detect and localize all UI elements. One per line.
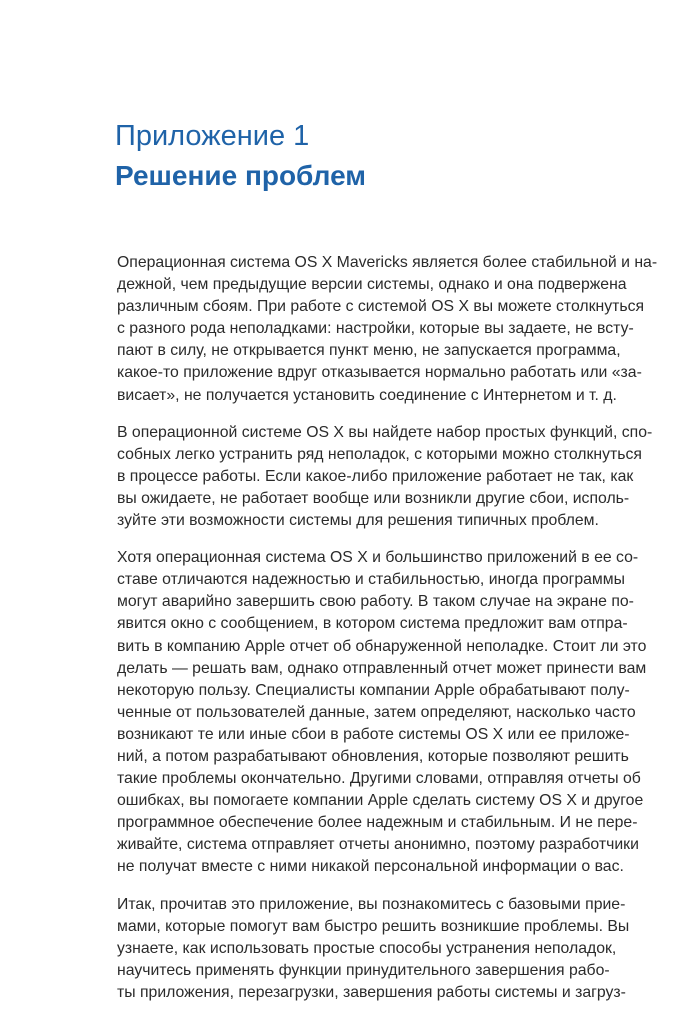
text-line: собных легко устранить ряд неполадок, с которыми можно столкнуться bbox=[117, 445, 642, 463]
text-line: научитесь применять функции принудительного завершения рабо- bbox=[117, 961, 610, 979]
text-line: ты приложения, перезагрузки, завершения работы системы и загруз- bbox=[117, 983, 626, 1001]
text-line: зуйте эти возможности системы для решения типичных проблем. bbox=[117, 512, 599, 530]
text-line: В операционной системе OS X вы найдете набор простых функций, спо- bbox=[117, 423, 653, 441]
text-line: не получат вместе с ними никакой персональной информации о вас. bbox=[117, 858, 624, 876]
text-line: с разного рода неполадками: настройки, которые вы задаете, не всту- bbox=[117, 320, 634, 338]
text-line: дежной, чем предыдущие версии системы, однако и она подвержена bbox=[117, 276, 627, 294]
chapter-title: Решение проблем bbox=[115, 160, 366, 191]
paragraph bbox=[117, 547, 647, 878]
text-line: явится окно с сообщением, в котором система предложит вам отпра- bbox=[117, 615, 628, 633]
paragraph bbox=[117, 252, 658, 407]
paragraph bbox=[117, 894, 630, 1004]
text-line: в процессе работы. Если какое-либо приложение работает не так, как bbox=[117, 467, 634, 485]
appendix-number: Приложение 1 bbox=[115, 120, 310, 152]
text-line: какое-то приложение вдруг отказывается нормально работать или «за- bbox=[117, 364, 642, 382]
text-line: Итак, прочитав это приложение, вы познакомитесь с базовыми прие- bbox=[117, 895, 626, 913]
text-line: ошибках, вы помогаете компании Apple сделать систему OS X и другое bbox=[117, 792, 644, 810]
text-line: живайте, система отправляет отчеты анонимно, поэтому разработчики bbox=[117, 836, 639, 854]
text-line: такие проблемы окончательно. Другими словами, отправляя отчеты об bbox=[117, 770, 641, 788]
text-line: ченные от пользователей данные, затем определяют, насколько часто bbox=[117, 703, 636, 721]
text-line: программное обеспечение более надежным и стабильным. И не пере- bbox=[117, 814, 638, 832]
text-line: ний, а потом разрабатывают обновления, которые позволяют решить bbox=[117, 747, 629, 765]
text-line: Хотя операционная система OS X и большинство приложений в ее со- bbox=[117, 549, 639, 567]
text-line: делать — решать вам, однако отправленный отчет может принести вам bbox=[117, 659, 647, 677]
text-line: Операционная система OS X Mavericks является более стабильной и на- bbox=[117, 254, 658, 271]
text-line: некоторую пользу. Специалисты компании Apple обрабатывают полу- bbox=[117, 681, 630, 699]
text-line: вы ожидаете, не работает вообще или возникли другие сбои, исполь- bbox=[117, 489, 630, 507]
text-line: узнаете, как использовать простые способы устранения неполадок, bbox=[117, 939, 617, 957]
body-text bbox=[117, 252, 658, 1019]
paragraph bbox=[117, 422, 653, 532]
text-line: различным сбоям. При работе с системой OS X вы можете столкнуться bbox=[117, 298, 645, 316]
text-line: мами, которые помогут вам быстро решить возникшие проблемы. Вы bbox=[117, 917, 630, 935]
text-line: ставе отличаются надежностью и стабильностью, иногда программы bbox=[117, 571, 626, 589]
text-line: могут аварийно завершить свою работу. В таком случае на экране по- bbox=[117, 593, 634, 611]
chapter-heading bbox=[115, 119, 595, 194]
text-line: вить в компанию Apple отчет об обнаруженной неполадке. Стоит ли это bbox=[117, 637, 647, 655]
text-line: пают в силу, не открывается пункт меню, не запускается программа, bbox=[117, 342, 621, 360]
text-line: возникают те или иные сбои в работе системы OS X или ее приложе- bbox=[117, 725, 630, 743]
text-line: висает», не получается установить соединение с Интернетом и т. д. bbox=[117, 386, 617, 404]
